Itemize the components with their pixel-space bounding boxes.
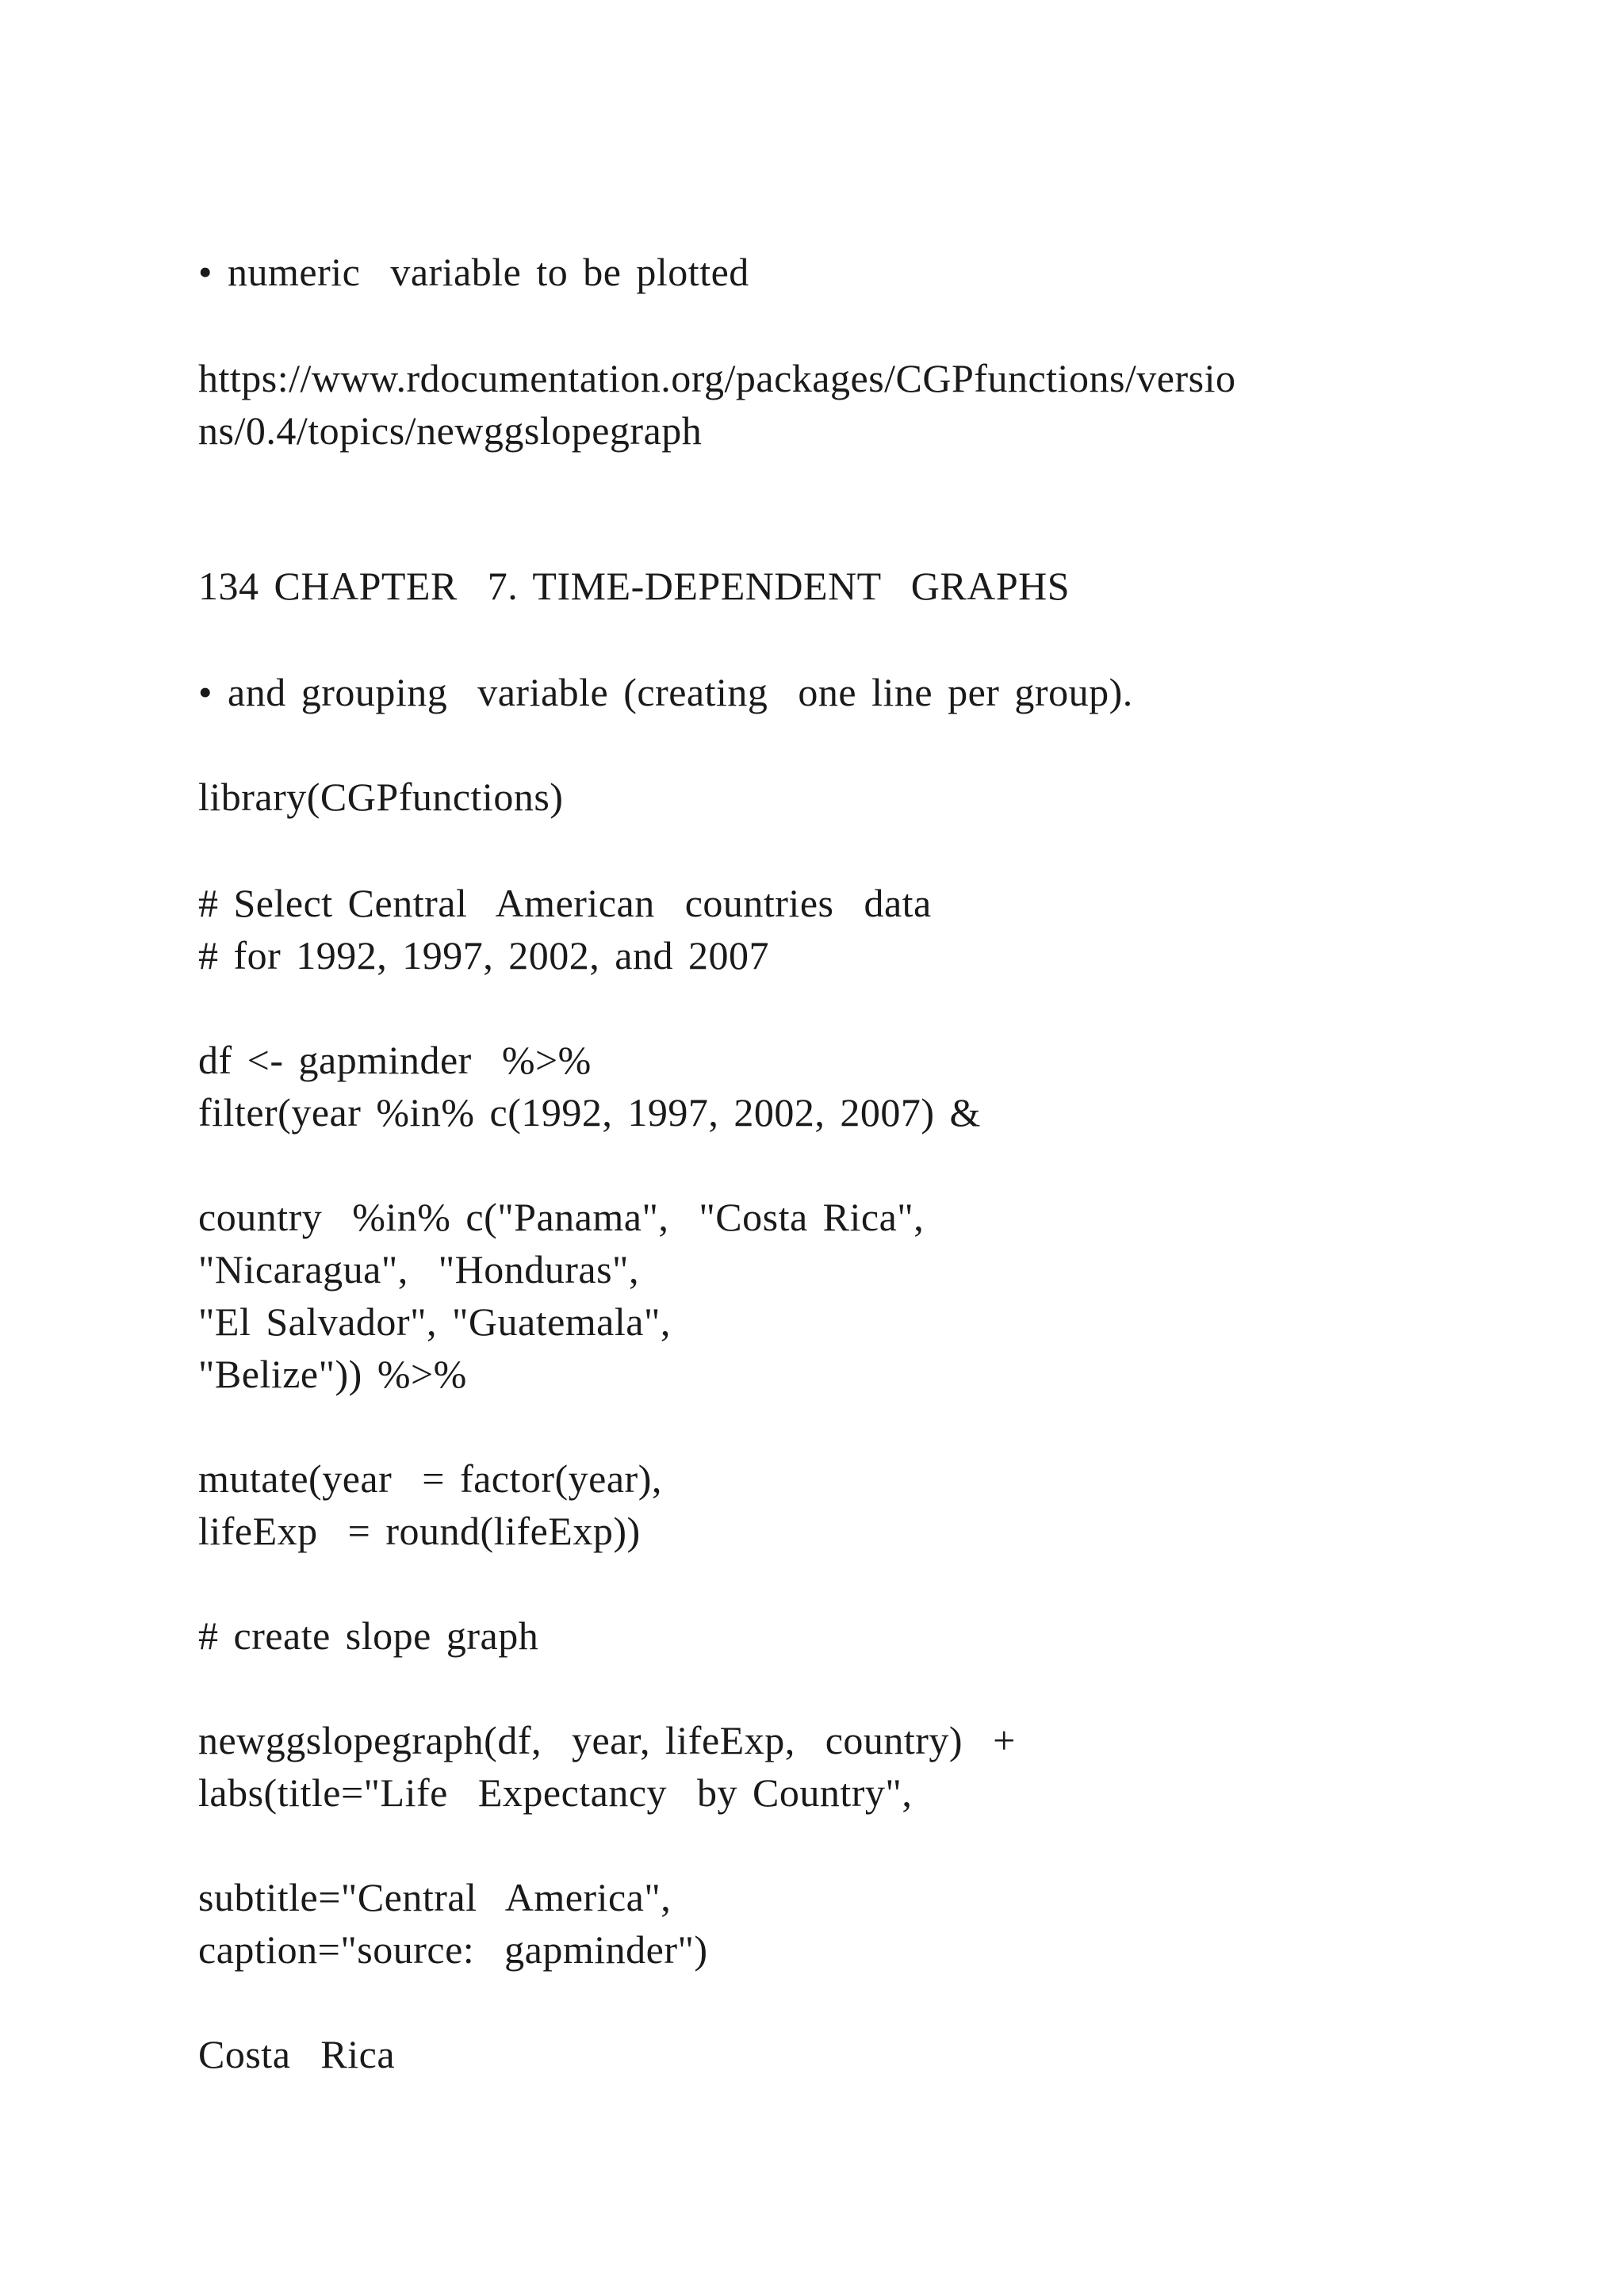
code-filter-country-1: country %in% c("Panama", "Costa Rica", xyxy=(198,1195,925,1239)
code-df-assign: df <- gapminder %>% xyxy=(198,1038,592,1082)
code-filter-country-3: "El Salvador", "Guatemala", xyxy=(198,1299,671,1344)
reference-url-line-2: ns/0.4/topics/newggslopegraph xyxy=(198,408,703,453)
code-labs-subtitle: subtitle="Central America", xyxy=(198,1875,672,1919)
code-library: library(CGPfunctions) xyxy=(198,775,564,819)
code-labs-caption: caption="source: gapminder") xyxy=(198,1927,708,1972)
code-filter-country-4: "Belize")) %>% xyxy=(198,1352,467,1396)
chapter-header: 134 CHAPTER 7. TIME-DEPENDENT GRAPHS xyxy=(198,564,1071,608)
code-mutate-year: mutate(year = factor(year), xyxy=(198,1456,662,1501)
bullet-grouping-variable: • and grouping variable (creating one line per group). xyxy=(198,670,1133,714)
code-comment-slope: # create slope graph xyxy=(198,1613,539,1658)
code-labs-title: labs(title="Life Expectancy by Country", xyxy=(198,1770,913,1815)
code-newggslopegraph: newggslopegraph(df, year, lifeExp, country) + xyxy=(198,1718,1016,1762)
code-filter-year: filter(year %in% c(1992, 1997, 2002, 2007) & xyxy=(198,1090,981,1135)
code-comment-select: # Select Central American countries data xyxy=(198,881,932,925)
bullet-numeric-variable: • numeric variable to be plotted xyxy=(198,250,749,294)
code-comment-years: # for 1992, 1997, 2002, and 2007 xyxy=(198,933,769,978)
figure-label-costa-rica: Costa Rica xyxy=(198,2032,396,2076)
code-filter-country-2: "Nicaragua", "Honduras", xyxy=(198,1247,639,1292)
code-mutate-lifeexp: lifeExp = round(lifeExp)) xyxy=(198,1509,641,1553)
reference-url-line-1: https://www.rdocumentation.org/packages/CGPfunctions/versio xyxy=(198,356,1236,400)
